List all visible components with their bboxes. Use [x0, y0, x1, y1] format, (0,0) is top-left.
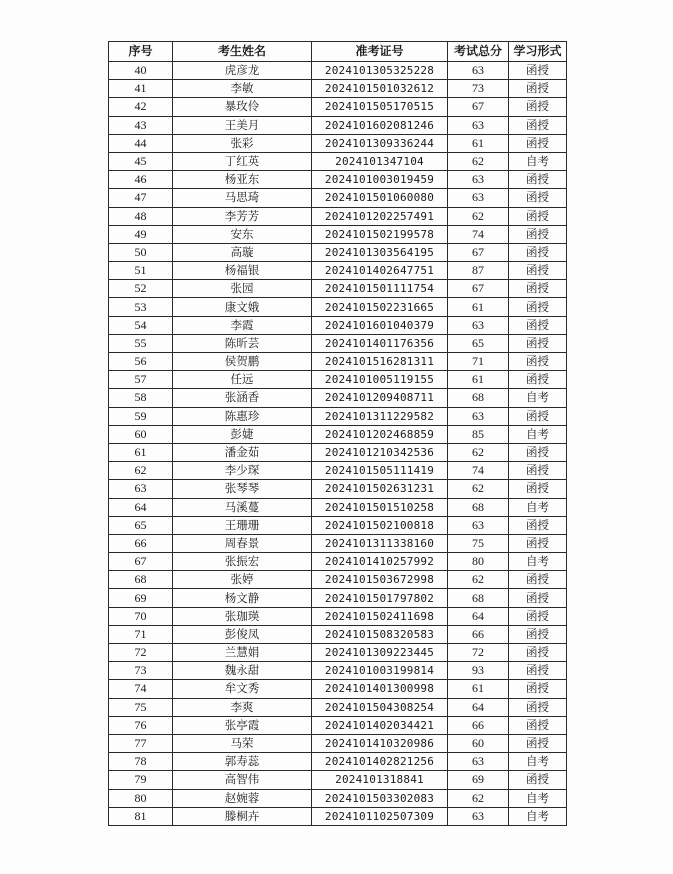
cell-study-mode: 自考	[509, 753, 567, 771]
cell-admission-number: 2024101505111419	[312, 462, 448, 480]
cell-serial-number: 52	[109, 280, 173, 298]
cell-study-mode: 函授	[509, 134, 567, 152]
cell-admission-number: 2024101501111754	[312, 280, 448, 298]
cell-total-score: 62	[448, 152, 509, 170]
table-row	[109, 353, 567, 371]
cell-candidate-name: 张婷	[173, 571, 312, 589]
cell-total-score: 66	[448, 625, 509, 643]
cell-serial-number: 79	[109, 771, 173, 789]
table-row	[109, 280, 567, 298]
cell-admission-number: 2024101503672998	[312, 571, 448, 589]
cell-study-mode: 函授	[509, 589, 567, 607]
cell-study-mode: 自考	[509, 553, 567, 571]
table-row	[109, 698, 567, 716]
cell-study-mode: 函授	[509, 189, 567, 207]
cell-serial-number: 54	[109, 316, 173, 334]
cell-candidate-name: 张亭霞	[173, 716, 312, 734]
cell-serial-number: 67	[109, 553, 173, 571]
cell-study-mode: 自考	[509, 498, 567, 516]
header-candidate-name: 考生姓名	[173, 42, 312, 62]
cell-candidate-name: 陈昕芸	[173, 334, 312, 352]
table-row	[109, 425, 567, 443]
cell-total-score: 67	[448, 98, 509, 116]
cell-admission-number: 2024101410257992	[312, 553, 448, 571]
cell-serial-number: 69	[109, 589, 173, 607]
cell-candidate-name: 高智伟	[173, 771, 312, 789]
cell-total-score: 71	[448, 353, 509, 371]
cell-study-mode: 函授	[509, 80, 567, 98]
table-row	[109, 462, 567, 480]
cell-candidate-name: 张园	[173, 280, 312, 298]
cell-admission-number: 2024101401176356	[312, 334, 448, 352]
cell-study-mode: 函授	[509, 534, 567, 552]
cell-admission-number: 2024101210342536	[312, 443, 448, 461]
cell-serial-number: 62	[109, 462, 173, 480]
cell-study-mode: 函授	[509, 716, 567, 734]
cell-candidate-name: 李少琛	[173, 462, 312, 480]
table-row	[109, 80, 567, 98]
cell-admission-number: 2024101311229582	[312, 407, 448, 425]
cell-total-score: 73	[448, 80, 509, 98]
cell-candidate-name: 高璇	[173, 243, 312, 261]
cell-candidate-name: 李霞	[173, 316, 312, 334]
cell-candidate-name: 杨亚东	[173, 171, 312, 189]
cell-serial-number: 75	[109, 698, 173, 716]
cell-total-score: 75	[448, 534, 509, 552]
cell-study-mode: 自考	[509, 807, 567, 825]
exam-results-table	[108, 41, 567, 826]
table-row	[109, 516, 567, 534]
cell-serial-number: 77	[109, 734, 173, 752]
cell-serial-number: 57	[109, 371, 173, 389]
cell-admission-number: 2024101503302083	[312, 789, 448, 807]
cell-total-score: 69	[448, 771, 509, 789]
cell-study-mode: 函授	[509, 298, 567, 316]
cell-candidate-name: 马思琦	[173, 189, 312, 207]
cell-candidate-name: 张振宏	[173, 553, 312, 571]
cell-admission-number: 2024101102507309	[312, 807, 448, 825]
cell-serial-number: 50	[109, 243, 173, 261]
cell-serial-number: 71	[109, 625, 173, 643]
table-row	[109, 534, 567, 552]
cell-total-score: 63	[448, 753, 509, 771]
cell-study-mode: 函授	[509, 316, 567, 334]
cell-candidate-name: 陈惠珍	[173, 407, 312, 425]
cell-total-score: 80	[448, 553, 509, 571]
cell-admission-number: 2024101005119155	[312, 371, 448, 389]
cell-candidate-name: 牟文秀	[173, 680, 312, 698]
cell-study-mode: 函授	[509, 262, 567, 280]
cell-candidate-name: 丁红英	[173, 152, 312, 170]
table-row	[109, 644, 567, 662]
table-row	[109, 589, 567, 607]
cell-admission-number: 2024101402647751	[312, 262, 448, 280]
cell-admission-number: 2024101502199578	[312, 225, 448, 243]
cell-serial-number: 55	[109, 334, 173, 352]
cell-total-score: 64	[448, 698, 509, 716]
cell-total-score: 66	[448, 716, 509, 734]
table-row	[109, 734, 567, 752]
table-row	[109, 662, 567, 680]
cell-admission-number: 2024101516281311	[312, 353, 448, 371]
cell-admission-number: 2024101202257491	[312, 207, 448, 225]
table-row	[109, 789, 567, 807]
table-row	[109, 607, 567, 625]
cell-serial-number: 41	[109, 80, 173, 98]
cell-candidate-name: 潘金茹	[173, 443, 312, 461]
cell-serial-number: 74	[109, 680, 173, 698]
cell-study-mode: 函授	[509, 116, 567, 134]
cell-candidate-name: 马溪蔓	[173, 498, 312, 516]
cell-admission-number: 2024101003019459	[312, 171, 448, 189]
cell-candidate-name: 张珈瑛	[173, 607, 312, 625]
cell-admission-number: 2024101003199814	[312, 662, 448, 680]
table-row	[109, 716, 567, 734]
cell-study-mode: 函授	[509, 625, 567, 643]
cell-total-score: 68	[448, 498, 509, 516]
cell-study-mode: 函授	[509, 662, 567, 680]
cell-admission-number: 2024101501060080	[312, 189, 448, 207]
cell-total-score: 62	[448, 571, 509, 589]
cell-study-mode: 函授	[509, 571, 567, 589]
cell-admission-number: 2024101209408711	[312, 389, 448, 407]
table-row	[109, 680, 567, 698]
cell-candidate-name: 侯贺鹏	[173, 353, 312, 371]
cell-serial-number: 80	[109, 789, 173, 807]
cell-study-mode: 函授	[509, 462, 567, 480]
cell-admission-number: 2024101347104	[312, 152, 448, 170]
cell-serial-number: 44	[109, 134, 173, 152]
cell-total-score: 62	[448, 480, 509, 498]
cell-study-mode: 函授	[509, 62, 567, 80]
cell-admission-number: 2024101508320583	[312, 625, 448, 643]
cell-study-mode: 函授	[509, 771, 567, 789]
table-row	[109, 771, 567, 789]
table-row	[109, 243, 567, 261]
cell-total-score: 63	[448, 516, 509, 534]
cell-admission-number: 2024101601040379	[312, 316, 448, 334]
cell-admission-number: 2024101504308254	[312, 698, 448, 716]
cell-study-mode: 函授	[509, 207, 567, 225]
cell-study-mode: 函授	[509, 680, 567, 698]
header-serial-number: 序号	[109, 42, 173, 62]
cell-admission-number: 2024101501510258	[312, 498, 448, 516]
cell-admission-number: 2024101303564195	[312, 243, 448, 261]
cell-study-mode: 函授	[509, 225, 567, 243]
table-row	[109, 116, 567, 134]
cell-total-score: 61	[448, 371, 509, 389]
cell-total-score: 74	[448, 462, 509, 480]
cell-total-score: 63	[448, 62, 509, 80]
cell-total-score: 63	[448, 316, 509, 334]
cell-admission-number: 2024101305325228	[312, 62, 448, 80]
cell-serial-number: 78	[109, 753, 173, 771]
cell-admission-number: 2024101311338160	[312, 534, 448, 552]
table-row	[109, 443, 567, 461]
cell-candidate-name: 杨福银	[173, 262, 312, 280]
cell-total-score: 74	[448, 225, 509, 243]
cell-serial-number: 72	[109, 644, 173, 662]
cell-serial-number: 48	[109, 207, 173, 225]
cell-candidate-name: 李敏	[173, 80, 312, 98]
cell-serial-number: 64	[109, 498, 173, 516]
cell-candidate-name: 王珊珊	[173, 516, 312, 534]
cell-study-mode: 函授	[509, 644, 567, 662]
cell-serial-number: 56	[109, 353, 173, 371]
cell-admission-number: 2024101501797802	[312, 589, 448, 607]
cell-admission-number: 2024101402821256	[312, 753, 448, 771]
table-row	[109, 171, 567, 189]
table-row	[109, 407, 567, 425]
cell-total-score: 62	[448, 207, 509, 225]
cell-serial-number: 61	[109, 443, 173, 461]
cell-study-mode: 函授	[509, 698, 567, 716]
cell-candidate-name: 兰慧娟	[173, 644, 312, 662]
cell-study-mode: 函授	[509, 480, 567, 498]
cell-total-score: 61	[448, 134, 509, 152]
cell-total-score: 63	[448, 116, 509, 134]
cell-total-score: 85	[448, 425, 509, 443]
cell-serial-number: 51	[109, 262, 173, 280]
table-row	[109, 807, 567, 825]
table-row	[109, 225, 567, 243]
cell-candidate-name: 张涵香	[173, 389, 312, 407]
table-row	[109, 316, 567, 334]
cell-total-score: 68	[448, 389, 509, 407]
cell-serial-number: 65	[109, 516, 173, 534]
table-row	[109, 262, 567, 280]
table-row	[109, 62, 567, 80]
table-row	[109, 98, 567, 116]
cell-total-score: 62	[448, 443, 509, 461]
cell-serial-number: 58	[109, 389, 173, 407]
cell-total-score: 65	[448, 334, 509, 352]
cell-admission-number: 2024101505170515	[312, 98, 448, 116]
cell-candidate-name: 滕桐卉	[173, 807, 312, 825]
table-row	[109, 334, 567, 352]
cell-study-mode: 自考	[509, 152, 567, 170]
cell-study-mode: 函授	[509, 243, 567, 261]
cell-serial-number: 40	[109, 62, 173, 80]
cell-total-score: 67	[448, 243, 509, 261]
cell-total-score: 63	[448, 407, 509, 425]
cell-admission-number: 2024101402034421	[312, 716, 448, 734]
table-row	[109, 371, 567, 389]
cell-serial-number: 49	[109, 225, 173, 243]
cell-study-mode: 函授	[509, 171, 567, 189]
cell-total-score: 63	[448, 807, 509, 825]
cell-study-mode: 函授	[509, 607, 567, 625]
cell-candidate-name: 暴玫伶	[173, 98, 312, 116]
cell-serial-number: 46	[109, 171, 173, 189]
cell-serial-number: 59	[109, 407, 173, 425]
cell-candidate-name: 王美月	[173, 116, 312, 134]
cell-total-score: 72	[448, 644, 509, 662]
cell-admission-number: 2024101318841	[312, 771, 448, 789]
cell-candidate-name: 李爽	[173, 698, 312, 716]
cell-serial-number: 73	[109, 662, 173, 680]
cell-candidate-name: 张彩	[173, 134, 312, 152]
cell-study-mode: 自考	[509, 425, 567, 443]
cell-study-mode: 函授	[509, 734, 567, 752]
cell-candidate-name: 赵婉蓉	[173, 789, 312, 807]
cell-admission-number: 2024101502631231	[312, 480, 448, 498]
table-row	[109, 389, 567, 407]
cell-candidate-name: 李芳芳	[173, 207, 312, 225]
cell-admission-number: 2024101602081246	[312, 116, 448, 134]
cell-serial-number: 47	[109, 189, 173, 207]
cell-admission-number: 2024101410320986	[312, 734, 448, 752]
cell-study-mode: 函授	[509, 280, 567, 298]
table-body	[109, 62, 567, 826]
cell-serial-number: 66	[109, 534, 173, 552]
cell-total-score: 60	[448, 734, 509, 752]
table-row	[109, 753, 567, 771]
cell-candidate-name: 任远	[173, 371, 312, 389]
cell-study-mode: 自考	[509, 789, 567, 807]
cell-serial-number: 81	[109, 807, 173, 825]
cell-serial-number: 76	[109, 716, 173, 734]
cell-total-score: 67	[448, 280, 509, 298]
cell-admission-number: 2024101502411698	[312, 607, 448, 625]
cell-candidate-name: 张琴琴	[173, 480, 312, 498]
cell-serial-number: 68	[109, 571, 173, 589]
cell-candidate-name: 郭寿蕊	[173, 753, 312, 771]
cell-candidate-name: 马荣	[173, 734, 312, 752]
cell-admission-number: 2024101501032612	[312, 80, 448, 98]
table-row	[109, 625, 567, 643]
cell-total-score: 93	[448, 662, 509, 680]
cell-total-score: 62	[448, 789, 509, 807]
table-row	[109, 152, 567, 170]
table-row	[109, 134, 567, 152]
cell-study-mode: 函授	[509, 353, 567, 371]
cell-admission-number: 2024101502231665	[312, 298, 448, 316]
table-row	[109, 207, 567, 225]
cell-total-score: 63	[448, 171, 509, 189]
table-row	[109, 498, 567, 516]
cell-admission-number: 2024101309336244	[312, 134, 448, 152]
cell-candidate-name: 彭婕	[173, 425, 312, 443]
cell-candidate-name: 虎彦龙	[173, 62, 312, 80]
cell-study-mode: 函授	[509, 98, 567, 116]
cell-study-mode: 函授	[509, 443, 567, 461]
cell-candidate-name: 安东	[173, 225, 312, 243]
cell-serial-number: 53	[109, 298, 173, 316]
table-row	[109, 480, 567, 498]
cell-study-mode: 函授	[509, 516, 567, 534]
table-row	[109, 553, 567, 571]
cell-candidate-name: 康文娥	[173, 298, 312, 316]
cell-serial-number: 60	[109, 425, 173, 443]
cell-serial-number: 43	[109, 116, 173, 134]
cell-candidate-name: 杨文静	[173, 589, 312, 607]
cell-candidate-name: 周春景	[173, 534, 312, 552]
table-row	[109, 571, 567, 589]
cell-study-mode: 函授	[509, 334, 567, 352]
table-row	[109, 189, 567, 207]
cell-candidate-name: 彭俊凤	[173, 625, 312, 643]
cell-admission-number: 2024101502100818	[312, 516, 448, 534]
cell-admission-number: 2024101309223445	[312, 644, 448, 662]
cell-total-score: 61	[448, 680, 509, 698]
header-total-score: 考试总分	[448, 42, 509, 62]
header-admission-number: 准考证号	[312, 42, 448, 62]
cell-admission-number: 2024101401300998	[312, 680, 448, 698]
cell-candidate-name: 魏永甜	[173, 662, 312, 680]
cell-serial-number: 42	[109, 98, 173, 116]
header-study-mode: 学习形式	[509, 42, 567, 62]
cell-study-mode: 函授	[509, 407, 567, 425]
cell-serial-number: 70	[109, 607, 173, 625]
cell-total-score: 68	[448, 589, 509, 607]
cell-admission-number: 2024101202468859	[312, 425, 448, 443]
table-row	[109, 298, 567, 316]
cell-total-score: 87	[448, 262, 509, 280]
cell-study-mode: 函授	[509, 371, 567, 389]
cell-total-score: 61	[448, 298, 509, 316]
cell-study-mode: 自考	[509, 389, 567, 407]
cell-total-score: 63	[448, 189, 509, 207]
cell-total-score: 64	[448, 607, 509, 625]
table-header-row	[109, 42, 567, 62]
cell-serial-number: 45	[109, 152, 173, 170]
cell-serial-number: 63	[109, 480, 173, 498]
